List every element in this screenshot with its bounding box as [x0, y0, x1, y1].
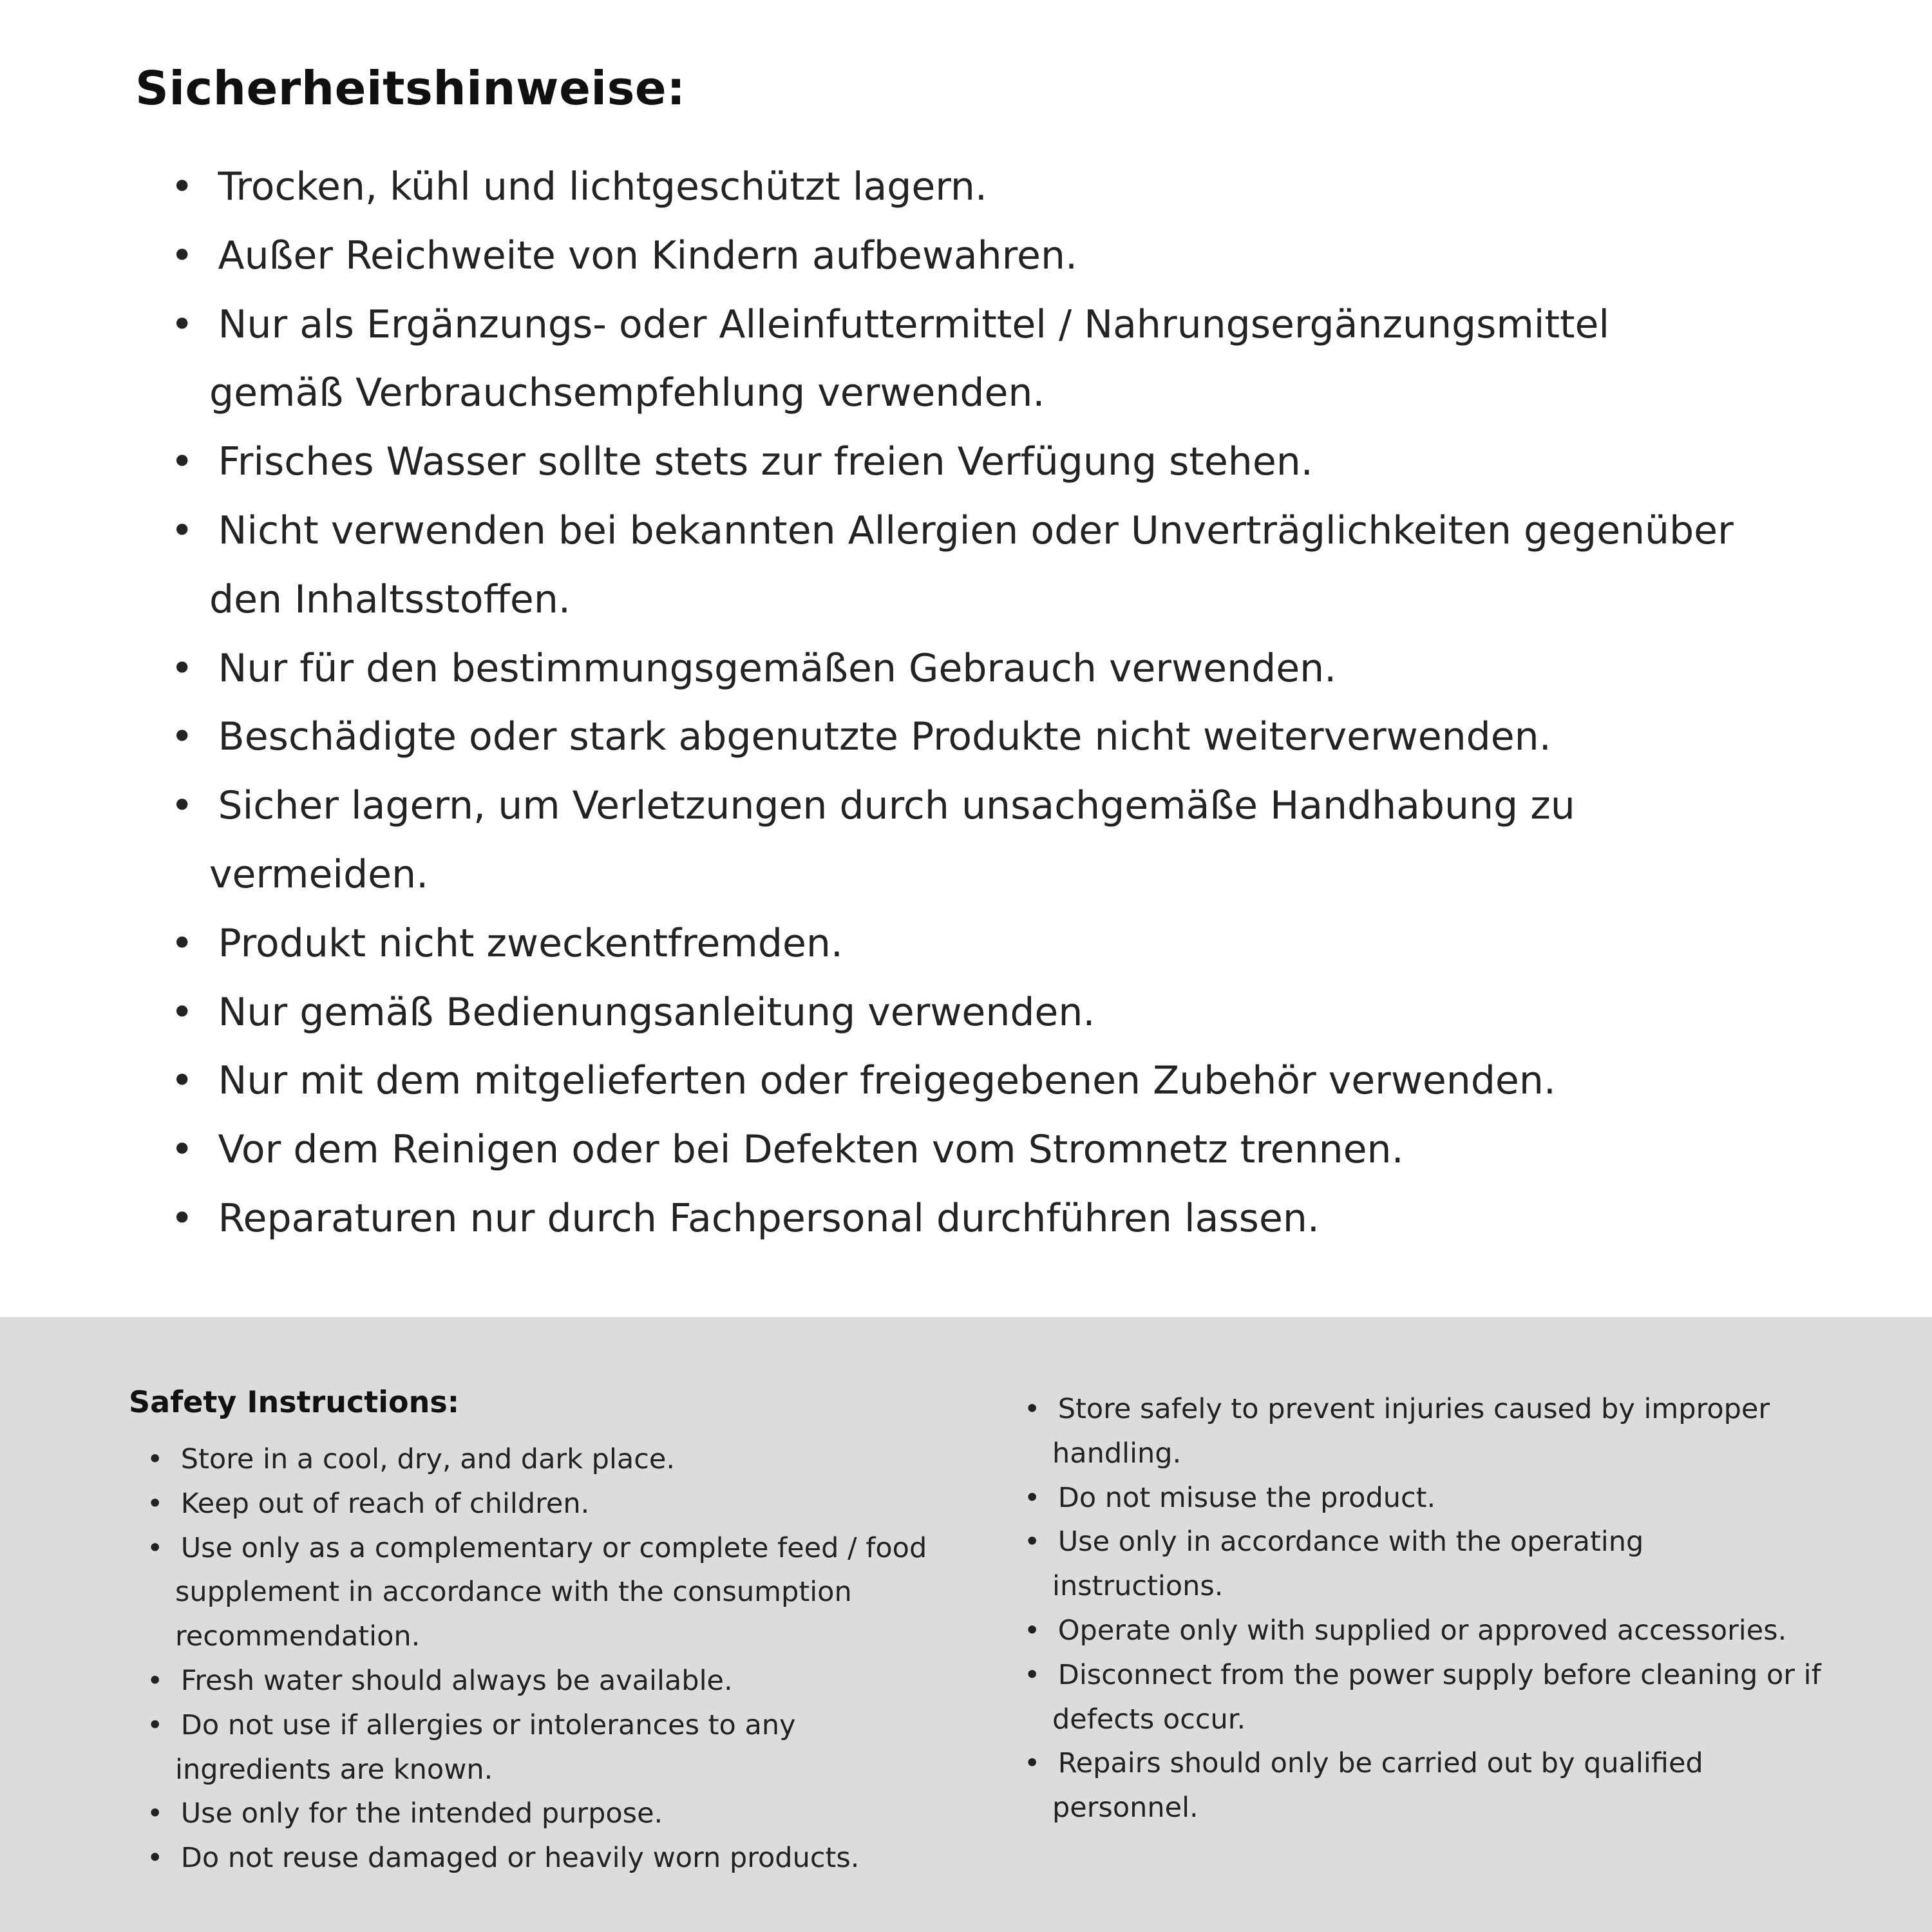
list-item: • Frisches Wasser sollte stets zur freien Verfügung stehen. [171, 428, 1755, 497]
list-item: • Do not reuse damaged or heavily worn products. [147, 1836, 927, 1880]
list-item: • Fresh water should always be available. [147, 1659, 927, 1703]
list-item: • Nur mit dem mitgelieferten oder freigegebenen Zubehör verwenden. [171, 1046, 1755, 1115]
list-item: • Do not use if allergies or intolerances to any ingredients are known. [147, 1703, 927, 1792]
list-item: • Do not misuse the product. [1024, 1476, 1823, 1520]
list-item: • Nur als Ergänzungs- oder Alleinfuttermittel / Nahrungsergänzungsmittel gemäß Verbrauchsempfehlung verwenden. [171, 290, 1755, 428]
list-item: • Nur gemäß Bedienungsanleitung verwenden. [171, 978, 1755, 1047]
list-item: • Operate only with supplied or approved accessories. [1024, 1609, 1823, 1653]
list-item: • Sicher lagern, um Verletzungen durch unsachgemäße Handhabung zu vermeiden. [171, 772, 1755, 909]
list-item: • Nur für den bestimmungsgemäßen Gebrauch verwenden. [171, 634, 1755, 703]
list-item: • Reparaturen nur durch Fachpersonal durchführen lassen. [171, 1184, 1755, 1253]
list-item: • Use only as a complementary or complete feed / food supplement in accordance with the consumption recommendation. [147, 1526, 927, 1659]
list-item: • Keep out of reach of children. [147, 1482, 927, 1526]
list-item: • Trocken, kühl und lichtgeschützt lagern. [171, 153, 1755, 222]
list-item: • Store safely to prevent injuries caused by improper handling. [1024, 1387, 1823, 1476]
list-item: • Beschädigte oder stark abgenutzte Produkte nicht weiterverwenden. [171, 703, 1755, 772]
english-safety-list-right [1024, 1387, 1823, 1830]
list-item: • Use only in accordance with the operating instructions. [1024, 1520, 1823, 1609]
list-item: • Außer Reichweite von Kindern aufbewahren. [171, 222, 1755, 290]
list-item: • Use only for the intended purpose. [147, 1792, 927, 1836]
list-item: • Disconnect from the power supply before cleaning or if defects occur. [1024, 1653, 1823, 1742]
list-item: • Repairs should only be carried out by qualified personnel. [1024, 1741, 1823, 1830]
english-safety-section [0, 1317, 1932, 1932]
english-left-column [129, 1385, 927, 1887]
german-safety-list [135, 153, 1755, 1253]
english-section-heading: Safety Instructions: [129, 1385, 460, 1419]
german-section-heading: Sicherheitshinweise: [135, 61, 686, 115]
list-item: • Store in a cool, dry, and dark place. [147, 1437, 927, 1482]
english-right-column [1024, 1385, 1823, 1887]
list-item: • Nicht verwenden bei bekannten Allergien oder Unverträglichkeiten gegenüber den Inhaltsstoffen. [171, 497, 1755, 634]
english-safety-list-left [129, 1437, 927, 1880]
list-item: • Vor dem Reinigen oder bei Defekten vom Stromnetz trennen. [171, 1115, 1755, 1184]
list-item: • Produkt nicht zweckentfremden. [171, 909, 1755, 978]
